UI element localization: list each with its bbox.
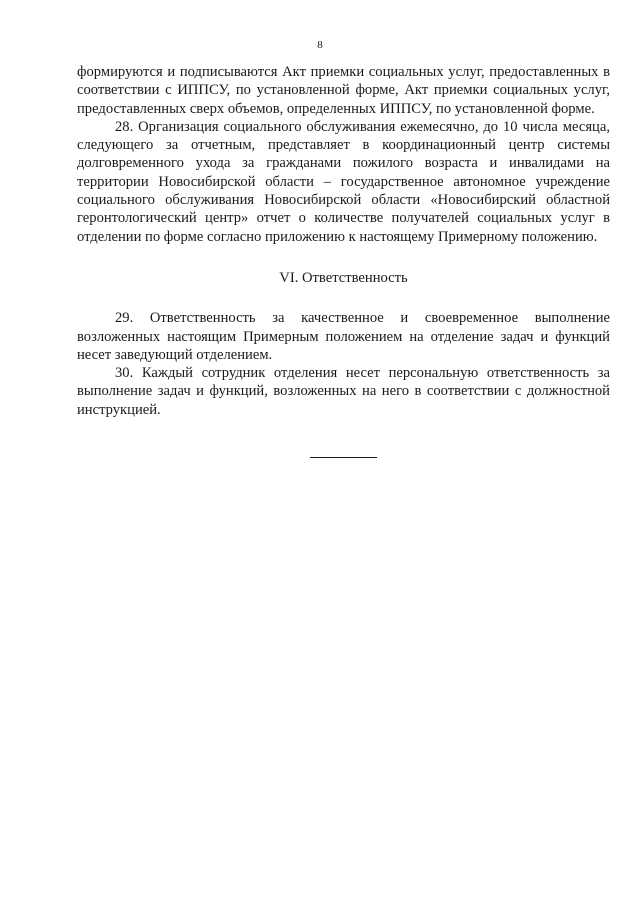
paragraph-28: 28. Организация социального обслуживания ежемесячно, до 10 числа месяца, следующего за отчетным, представляет в координационный центр системы долговременного ухода за гражданами пожилого возраста и инвалидами на территории Новосибирской области – государственное автономное учреждение социального обслуживания Новосибирской области «Новосибирский областной геронтологический центр» отчет о количестве получателей социальных услуг в отделении по форме согласно приложению к настоящему Примерному положению. [77,118,610,245]
section-heading: VI. Ответственность [279,269,408,286]
paragraph-29: 29. Ответственность за качественное и своевременное выполнение возложенных настоящим Примерным положением на отделение задач и функций несет заведующий отделением. [77,310,610,363]
document-body [77,63,610,419]
end-separator-line [310,457,377,458]
page-number: 8 [317,39,323,51]
paragraph-30: 30. Каждый сотрудник отделения несет персональную ответственность за выполнение задач и функций, возложенных на него в соответствии с должностной инструкцией. [77,365,610,418]
paragraph-continuation: формируются и подписываются Акт приемки социальных услуг, предоставленных в соответствии с ИППСУ, по установленной форме, Акт приемки социальных услуг, предоставленных сверх объемов, определенных ИППСУ, по установленной форме. [77,64,610,117]
